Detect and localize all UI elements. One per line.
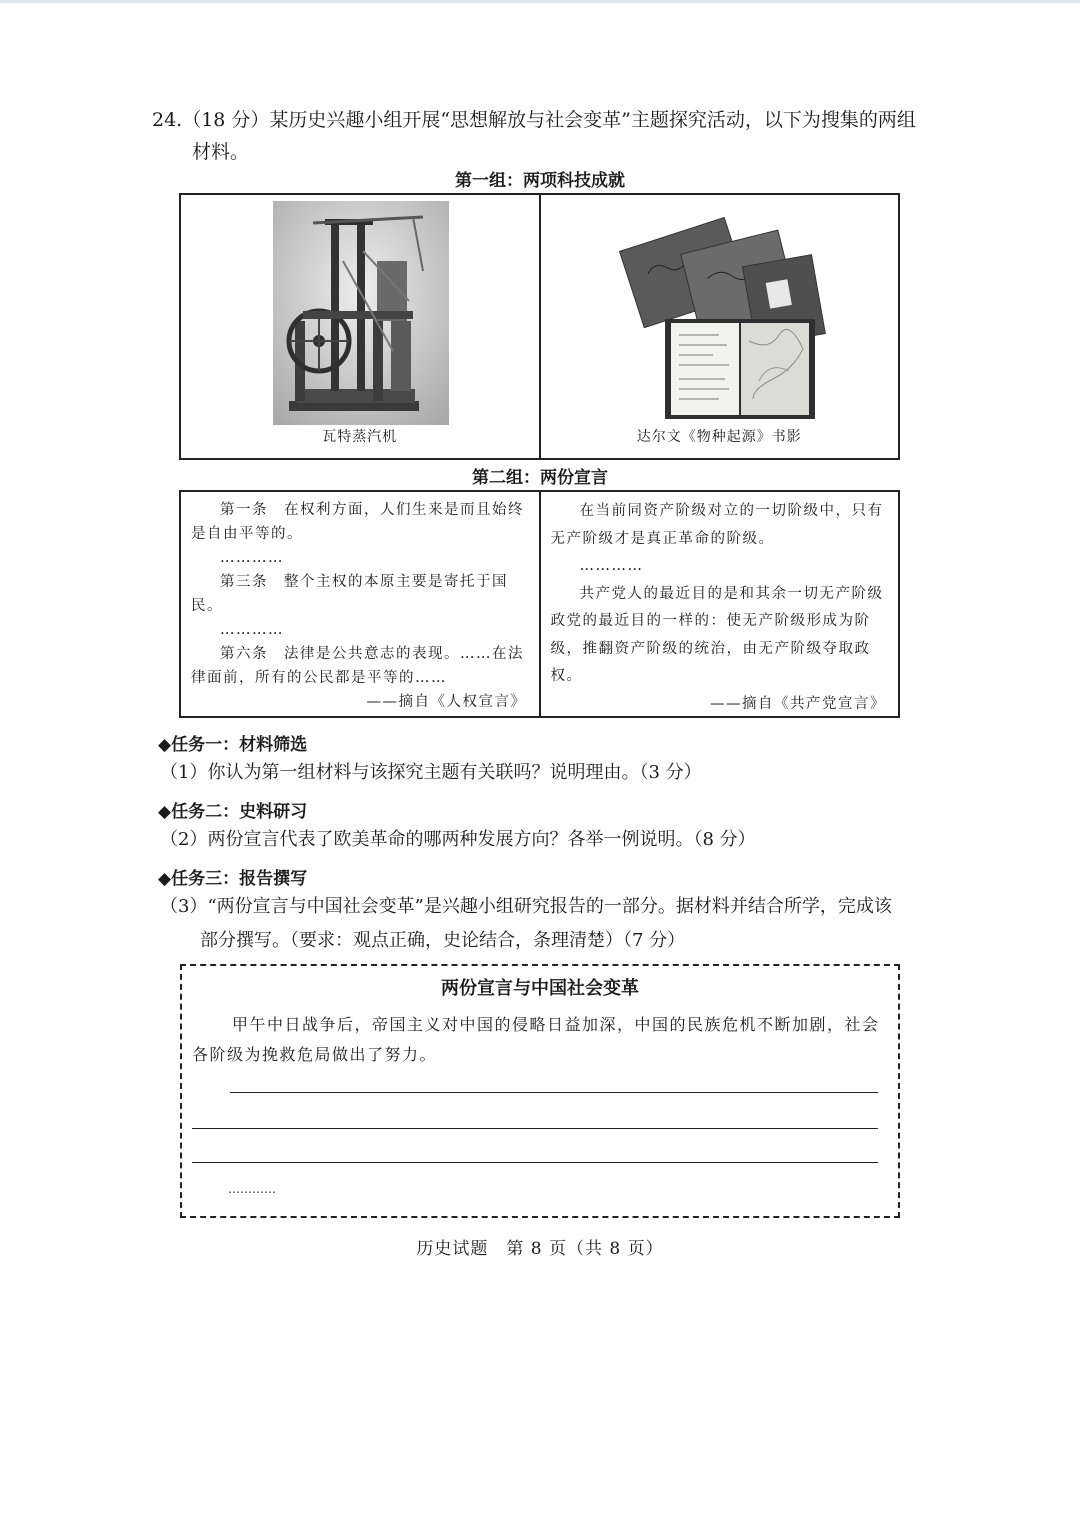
group1-table bbox=[179, 193, 900, 460]
answer-line-2[interactable] bbox=[192, 1128, 878, 1129]
communist-manifesto-cell bbox=[539, 492, 899, 716]
manifesto-ellipsis: ………… bbox=[579, 558, 644, 574]
task-1-heading: ◆任务一：材料筛选 bbox=[158, 735, 308, 755]
answer-line-1[interactable] bbox=[230, 1092, 878, 1093]
rights-ellipsis-2: ………… bbox=[220, 622, 284, 638]
top-border bbox=[0, 0, 1080, 3]
answer-line-3[interactable] bbox=[192, 1162, 878, 1163]
question-line-2: 材料。 bbox=[192, 141, 250, 163]
rights-article-1: 第一条 在权利方面，人们生来是而且始终是自由平等的。 bbox=[191, 502, 524, 542]
task-3-question-line-2: 部分撰写。（要求：观点正确，史论结合，条理清楚）（7 分） bbox=[200, 930, 686, 951]
steam-engine-caption: 瓦特蒸汽机 bbox=[322, 429, 398, 445]
manifesto-source: ——摘自《共产党宣言》 bbox=[710, 695, 886, 712]
report-intro: 甲午中日战争后，帝国主义对中国的侵略日益加深，中国的民族危机不断加剧，社会各阶级为挽救危局做出了努力。 bbox=[192, 1015, 880, 1064]
question-line-1: 24.（18 分）某历史兴趣小组开展“思想解放与社会变革”主题探究活动，以下为搜集的两组 bbox=[152, 109, 916, 131]
rights-source: ——摘自《人权宣言》 bbox=[366, 694, 527, 710]
report-title: 两份宣言与中国社会变革 bbox=[441, 978, 639, 999]
origin-of-species-caption: 达尔文《物种起源》书影 bbox=[636, 429, 802, 445]
manifesto-para-2: 共产党人的最近目的是和其余一切无产阶级政党的最近目的一样的：使无产阶级形成为阶级，推翻资产阶级的统治，由无产阶级夺取政权。 bbox=[550, 585, 884, 684]
manifesto-para-1: 在当前同资产阶级对立的一切阶级中，只有无产阶级才是真正革命的阶级。 bbox=[550, 503, 884, 547]
task-2-question: （2）两份宣言代表了欧美革命的哪两种发展方向？各举一例说明。（8 分） bbox=[160, 829, 756, 850]
rights-article-3: 第三条 整个主权的本原主要是寄托于国民。 bbox=[191, 574, 508, 614]
rights-article-6: 第六条 法律是公共意志的表现。……在法律面前，所有的公民都是平等的…… bbox=[191, 646, 524, 686]
steam-engine-image bbox=[273, 201, 449, 425]
task-2-heading: ◆任务二：史料研习 bbox=[158, 802, 308, 822]
page-footer: 历史试题 第 8 页（共 8 页） bbox=[416, 1239, 664, 1259]
rights-ellipsis-1: ………… bbox=[220, 550, 284, 566]
group2-table bbox=[179, 490, 900, 718]
notebooks-image bbox=[609, 201, 831, 423]
task-3-heading: ◆任务三：报告撰写 bbox=[158, 869, 308, 889]
steam-engine-cell bbox=[181, 195, 539, 458]
report-ellipsis: ………… bbox=[228, 1182, 276, 1196]
group1-title: 第一组：两项科技成就 bbox=[455, 171, 625, 191]
task-3-question bbox=[160, 890, 930, 958]
group2-title: 第二组：两份宣言 bbox=[472, 468, 608, 488]
rights-declaration-cell bbox=[181, 492, 539, 716]
task-3-question-line-1: （3）“两份宣言与中国社会变革”是兴趣小组研究报告的一部分。据材料并结合所学，完成该 bbox=[160, 896, 892, 917]
task-1-question: （1）你认为第一组材料与该探究主题有关联吗？说明理由。（3 分） bbox=[160, 762, 702, 783]
question-24 bbox=[152, 104, 932, 168]
origin-of-species-cell bbox=[539, 195, 899, 458]
report-box bbox=[180, 964, 900, 1218]
